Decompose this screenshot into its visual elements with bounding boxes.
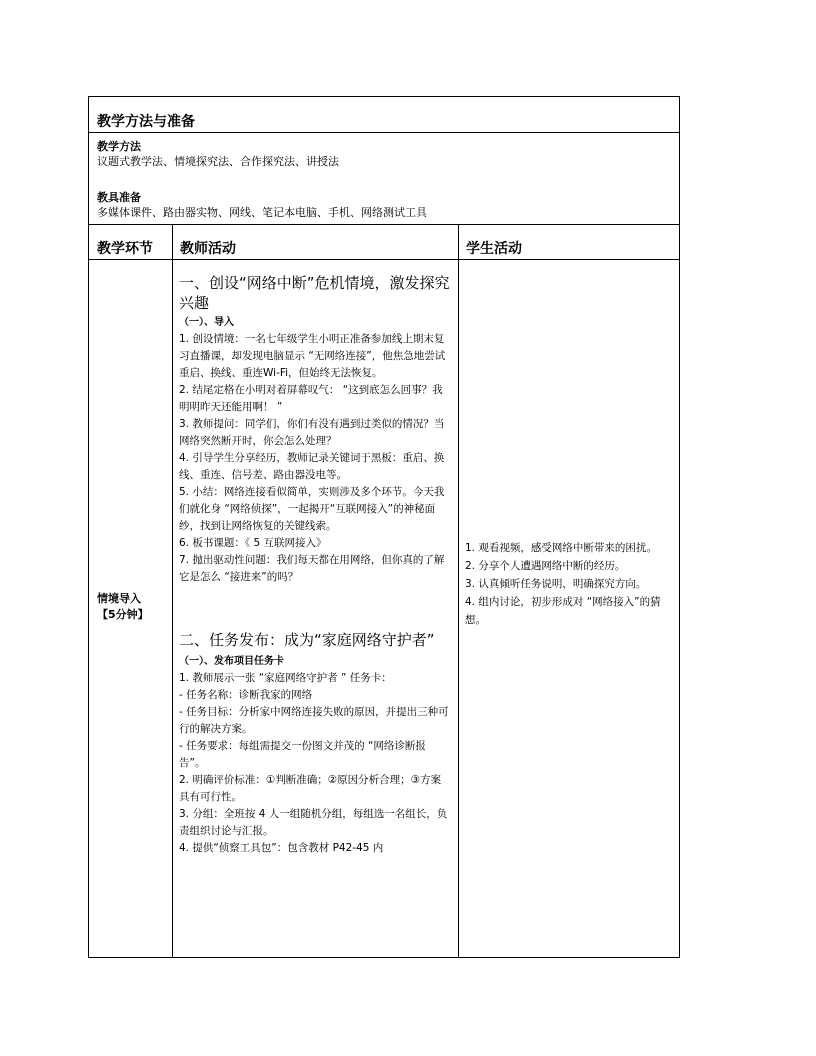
section-heading: 二、任务发布：成为“家庭网络守护者”	[179, 631, 435, 649]
column-divider	[172, 224, 173, 957]
column-header-student: 学生活动	[466, 241, 522, 257]
row-divider	[89, 259, 679, 260]
row-divider	[89, 132, 679, 133]
section-title: 教学方法与准备	[97, 114, 195, 130]
teacher-activity-text: 1. 教师展示一张 “家庭网络守护者 ” 任务卡： - 任务名称：诊断我家的网络 - 任务目标：分析家中网络连接失败的原因，并提出三种可行的解决方案。 - 任务要求：每组需提交一份图文并茂的 “网络诊断报告”。 2. 明确评价标准：①判断准确；②原因分析合理；③方案具有可行性。 3. 分组：全班按 4 人一组随机分组，每组选一名组长，负责组织讨论与汇报。 4. 提供“侦察工具包”：包含教材 P42-45 内	[179, 672, 449, 854]
stage-time: 【5分钟】	[97, 608, 149, 621]
tools-label: 教具准备	[97, 191, 141, 204]
column-divider	[458, 224, 459, 957]
lesson-plan-table	[88, 96, 680, 958]
column-header-stage: 教学环节	[97, 241, 153, 257]
teacher-activity-cell	[179, 273, 451, 857]
stage-cell	[97, 591, 169, 623]
student-activity-cell	[465, 539, 673, 629]
stage-name: 情境导入	[97, 592, 141, 605]
column-header-teacher: 教师活动	[180, 241, 236, 257]
tools-text: 多媒体课件、路由器实物、网线、笔记本电脑、手机、网络测试工具	[97, 206, 427, 219]
row-divider	[89, 224, 679, 225]
teacher-activity-text: 1. 创设情境：一名七年级学生小明正准备参加线上期末复习直播课，却发现电脑显示 “无网络连接”，他焦急地尝试重启、换线、重连Wi-Fi，但始终无法恢复。 2. 结尾定格在小明对着屏幕叹气： “这到底怎么回事？我明明昨天还能用啊！ ” 3. 教师提问：同学们，你们有没有遇到过类似的情况？当网络突然断开时，你会怎么处理？ 4. 引导学生分享经历，教师记录关键词于黑板：重启、换线、重连、信号差、路由器没电等。 5. 小结：网络连接看似简单，实则涉及多个环节。今天我们就化身 “网络侦探”，一起揭开“互联网接入”的神秘面纱，找到让网络恢复的关键线索。 6. 板书课题：《 5 互联网接入》 7. 抛出驱动性问题：我们每天都在用网络，但你真的了解它是怎么 “接进来”的吗？	[179, 333, 446, 583]
subsection-heading: （一）、发布项目任务卡	[179, 656, 284, 667]
methods-label: 教学方法	[97, 140, 141, 153]
student-activity-text: 1. 观看视频，感受网络中断带来的困扰。 2. 分享个人遭遇网络中断的经历。 3. 认真倾听任务说明，明确探究方向。 4. 组内讨论，初步形成对 “网络接入”的猜想。	[465, 542, 661, 626]
methods-text: 议题式教学法、情境探究法、合作探究法、讲授法	[97, 155, 339, 168]
subsection-heading: （一）、导入	[179, 317, 234, 328]
section-heading: 一、创设“网络中断”危机情境，激发探究兴趣	[179, 274, 450, 312]
